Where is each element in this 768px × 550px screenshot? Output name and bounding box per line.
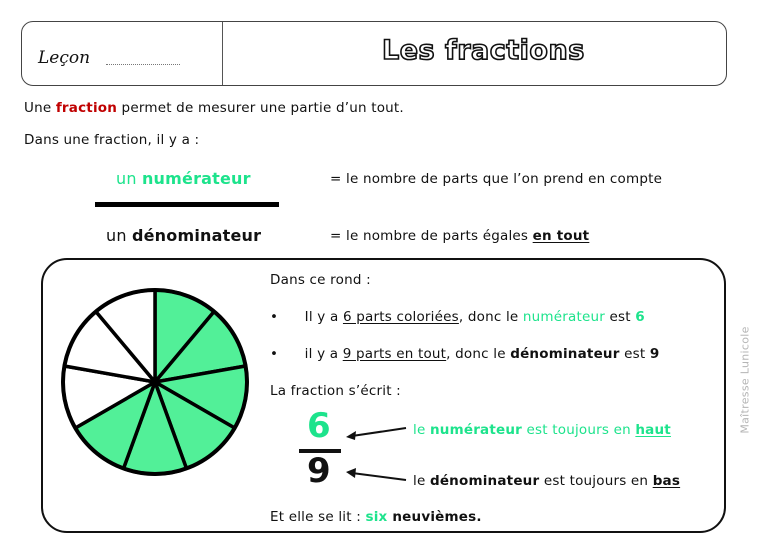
- reading-denominator: neuvièmes.: [387, 509, 482, 525]
- colored-parts-count: 6 parts coloriées: [342, 309, 459, 325]
- denominator-prefix: un: [106, 226, 132, 245]
- numerator-label: [116, 169, 251, 188]
- author-credit: Maîtresse Lunicole: [738, 326, 752, 434]
- denominator-definition: [330, 228, 589, 244]
- fraction-reading: [270, 509, 482, 525]
- denominator-note: [413, 473, 680, 489]
- haut-emphasis: haut: [635, 422, 671, 438]
- denominator-term: dénominateur: [510, 346, 620, 362]
- note-text: le: [413, 422, 430, 438]
- arrow-left-icon: [344, 424, 408, 444]
- lesson-header: [21, 21, 727, 86]
- numerator-prefix: un: [116, 169, 142, 188]
- numerator-word: numérateur: [141, 169, 251, 188]
- header-divider: [222, 22, 223, 85]
- denominator-value: 9: [649, 346, 660, 362]
- bullet-total-parts: [270, 346, 659, 362]
- denominator-def-text: = le nombre de parts égales: [330, 228, 533, 244]
- lesson-label: Leçon: [38, 48, 91, 68]
- fraction-written-label: La fraction s’écrit :: [270, 383, 401, 399]
- reading-text: Et elle se lit :: [270, 509, 366, 525]
- bullet-dot: •: [270, 309, 279, 325]
- bullet-colored-parts: [270, 309, 645, 325]
- numerator-term: numérateur: [522, 309, 606, 325]
- arrow-left-icon: [344, 466, 408, 486]
- fraction-keyword: fraction: [55, 100, 118, 116]
- lesson-number-dotted-line: [106, 64, 180, 65]
- denominator-word: dénominateur: [131, 226, 262, 245]
- note-text: est toujours en: [539, 473, 653, 489]
- bullet-text: est: [619, 346, 650, 362]
- intro-text: Une: [24, 100, 56, 116]
- intro-text: permet de mesurer une partie d’un tout.: [117, 100, 404, 116]
- numerator-note: [413, 422, 671, 438]
- bullet-text: est: [605, 309, 636, 325]
- fraction-numerator: 6: [307, 406, 331, 446]
- bullet-text: il y a: [304, 346, 343, 362]
- bullet-text: Il y a: [304, 309, 343, 325]
- pie-chart-nine-parts: [55, 285, 255, 485]
- intro-line-2: Dans une fraction, il y a :: [24, 132, 200, 148]
- numerator-value: 6: [635, 309, 645, 325]
- fraction-denominator: 9: [307, 451, 331, 491]
- pie-slices: [63, 290, 247, 474]
- reading-numerator: six: [365, 509, 388, 525]
- bullet-text: , donc le: [446, 346, 511, 362]
- total-parts-count: 9 parts en tout: [342, 346, 447, 362]
- note-text: est toujours en: [522, 422, 636, 438]
- page-title: Les fractions: [382, 35, 585, 66]
- bullet-text: , donc le: [458, 309, 523, 325]
- denominator-label: [106, 226, 261, 245]
- fraction-bar-illustration: [95, 202, 279, 207]
- example-heading: Dans ce rond :: [270, 272, 371, 288]
- denominator-term: dénominateur: [429, 473, 540, 489]
- numerator-definition: = le nombre de parts que l’on prend en compte: [330, 171, 663, 187]
- en-tout-emphasis: en tout: [532, 228, 590, 244]
- intro-line-1: [24, 100, 404, 116]
- bullet-dot: •: [270, 346, 279, 362]
- bas-emphasis: bas: [652, 473, 681, 489]
- numerator-term: numérateur: [429, 422, 523, 438]
- note-text: le: [413, 473, 430, 489]
